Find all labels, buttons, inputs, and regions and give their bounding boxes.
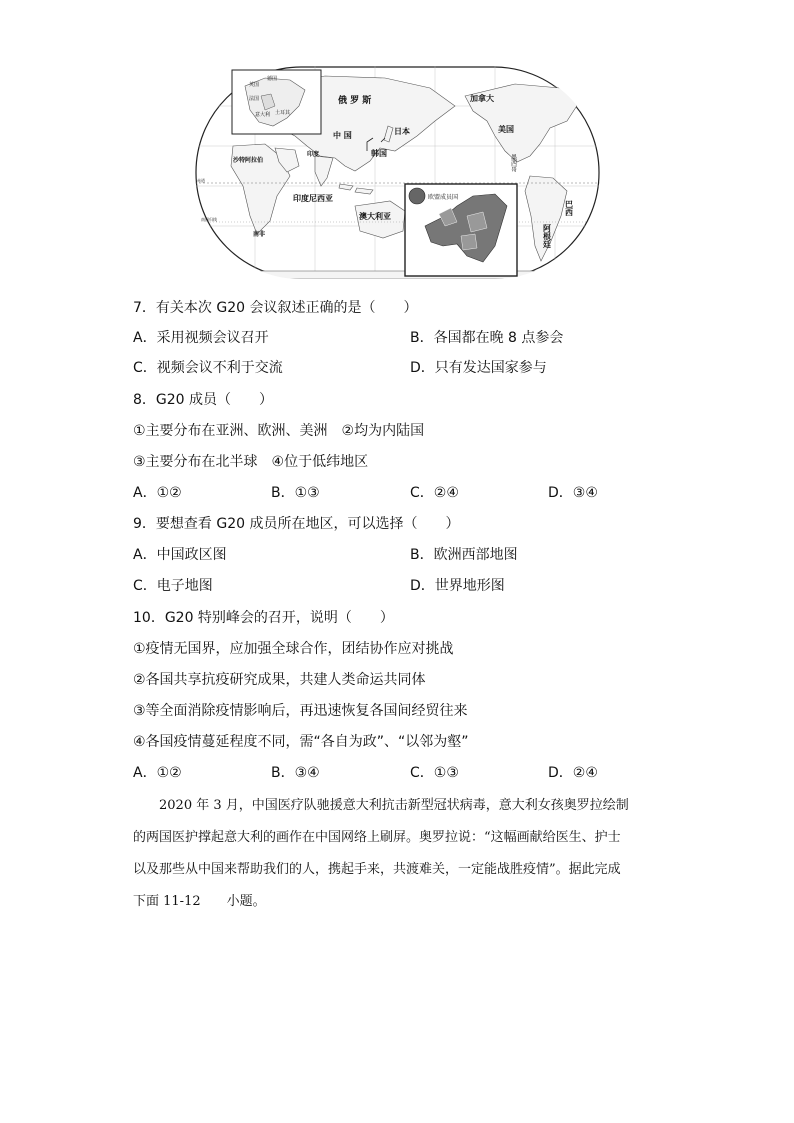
question-8-stem: 8．G20 成员（ ） [133,392,274,408]
question-10-stem: 10．G20 特别峰会的召开，说明（ ） [133,610,394,626]
question-8-option-d[interactable]: D．③④ [548,485,598,501]
label-indonesia: 印度尼西亚 [293,194,333,203]
question-7-stem: 7．有关本次 G20 会议叙述正确的是（ ） [133,300,418,316]
question-10-statement-1: ①疫情无国界，应加强全球合作，团结协作应对挑战 [133,641,454,657]
question-10-option-d[interactable]: D．②④ [548,765,598,781]
question-8-option-c[interactable]: C．②④ [410,485,459,501]
reading-passage [133,790,663,918]
label-china: 中 国 [333,131,352,140]
question-8-option-b[interactable]: B．①③ [271,485,320,501]
question-9-option-a[interactable]: A．中国政区图 [133,547,227,563]
g20-world-map [195,66,600,279]
question-8-statement-1: ①主要分布在亚洲、欧洲、美洲 ②均为内陆国 [133,423,425,439]
passage-line-1: 2020 年 3 月，中国医疗队驰援意大利抗击新型冠状病毒，意大利女孩奥罗拉绘制 [159,798,629,813]
label-canada: 加拿大 [470,94,494,103]
label-saudi: 沙特阿拉伯 [233,157,264,164]
label-equator: 赤道 [197,178,205,183]
question-7-option-c[interactable]: C．视频会议不利于交流 [133,360,283,376]
passage-line-4: 下面 11-12 小题。 [133,894,266,909]
label-turkey: 土耳其 [275,110,291,116]
question-9-option-b[interactable]: B．欧洲西部地图 [410,547,518,563]
question-10-option-a[interactable]: A．①② [133,765,182,781]
label-russia: 俄 罗 斯 [338,96,372,106]
label-argentina: 阿根廷 [542,224,552,248]
antarctica-landmass [195,271,600,279]
question-9-option-d[interactable]: D．世界地形图 [410,578,505,594]
label-france: 法国 [249,96,260,102]
eu-inset [405,184,517,276]
label-japan: 日本 [394,127,410,136]
question-10-statement-3: ③等全面消除疫情影响后，再迅速恢复各国间经贸往来 [133,703,468,719]
passage-line-2: 的两国医护撑起意大利的画作在中国网络上刷屏。奥罗拉说：“这幅画献给医生、护士 [133,830,621,845]
question-10-statement-4: ④各国疫情蔓延程度不同，需“各自为政”、“以邻为壑” [133,734,469,750]
label-brazil: 巴西 [564,200,574,216]
question-8-statement-2: ③主要分布在北半球 ④位于低纬地区 [133,454,369,470]
label-korea: 韩国 [371,149,387,158]
label-india: 印度 [307,151,320,158]
passage-line-3: 以及那些从中国来帮助我们的人，携起手来，共渡难关，一定能战胜疫情”。据此完成 [133,862,621,877]
question-10-option-c[interactable]: C．①③ [410,765,459,781]
label-south-africa: 南非 [253,231,266,238]
question-7-option-a[interactable]: A．采用视频会议召开 [133,330,269,346]
question-10-option-b[interactable]: B．③④ [271,765,320,781]
question-9-stem: 9．要想查看 G20 成员所在地区，可以选择（ ） [133,516,460,532]
question-7-option-b[interactable]: B．各国都在晚 8 点参会 [410,330,564,346]
question-9-option-c[interactable]: C．电子地图 [133,578,213,594]
label-uk: 英国 [249,82,260,88]
question-7-option-d[interactable]: D．只有发达国家参与 [410,360,547,376]
question-10-statement-2: ②各国共享抗疫研究成果，共建人类命运共同体 [133,672,426,688]
label-usa: 美国 [498,125,514,134]
eu-flag-icon [409,188,425,204]
label-mexico: 墨西哥 [509,154,517,172]
label-tropic: 南回归线 [201,217,217,222]
europe-inset [232,70,321,134]
label-germany: 德国 [267,76,278,82]
question-8-option-a[interactable]: A．①② [133,485,182,501]
label-eu: 欧盟成员国 [428,194,459,201]
label-italy: 意大利 [255,112,271,118]
label-australia: 澳大利亚 [359,212,391,221]
world-map-svg [195,66,600,279]
